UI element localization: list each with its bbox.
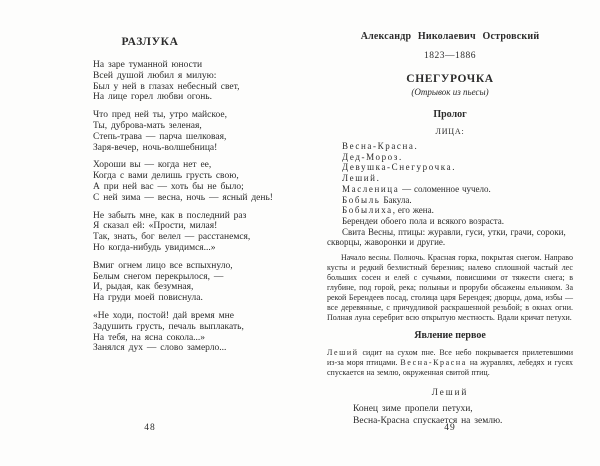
cast-name: Леший <box>342 173 377 184</box>
stanza <box>93 211 300 254</box>
author-name: Александр Николаевич Островский <box>360 31 540 42</box>
cast-item: Весна-Красна. <box>342 141 417 151</box>
verse-line: «Не ходи, постой! дай время мне <box>93 310 234 321</box>
verse-line: Хороши вы — когда нет ее, <box>93 160 212 171</box>
direction-text: на журавлях, лебедях и гусях спускается на землю, окруженная свитой птиц. <box>327 358 573 378</box>
cast-item: Берендеи обоего пола и всякого возраста. <box>342 215 504 226</box>
stanza <box>93 160 300 203</box>
cast-item: Девушка-Снегурочка. <box>342 162 455 173</box>
scene-direction <box>327 348 573 378</box>
scene-heading: Явление первое <box>414 330 486 342</box>
cast-name: Масленица <box>342 183 400 194</box>
verse-line: Так, знать, бог велел — расстанемся, <box>93 232 251 243</box>
stanza <box>93 311 300 354</box>
cast-item: Масленица — соломенное чучело. <box>342 183 491 194</box>
verse-line: Вмиг огнем лицо все вспыхнуло, <box>93 260 233 271</box>
cast-name: Бобыль <box>342 194 381 205</box>
verse-line: На груди моей повиснула. <box>93 293 203 304</box>
verse-line: На заре туманной юности <box>93 60 203 70</box>
stanza <box>93 261 300 304</box>
cast-item: Свита Весны, птицы: журавли, гуси, утки, грачи, сороки, скворцы, жаворонки и другие. <box>327 226 566 248</box>
spaced-name: Леший <box>327 348 359 358</box>
page-number-left: 48 <box>144 423 156 433</box>
poem-body <box>93 60 300 354</box>
verse-line: Задушить грусть, печаль выплакать, <box>93 321 244 332</box>
cast-name: Бобылиха <box>342 205 393 216</box>
cast-item: Бобыль Бакула. <box>342 194 412 205</box>
verse-line: Что пред ней ты, утро майское, <box>93 110 227 121</box>
stanza <box>93 60 300 103</box>
work-title: СНЕГУРОЧКА <box>406 73 494 85</box>
verse-line: Когда с вами делишь грусть свою, <box>93 171 239 182</box>
verse-line: Занялся дух — слово замерло... <box>93 343 227 354</box>
verse-line: Всей душой любил я милую: <box>93 70 217 81</box>
verse-line: Но когда-нибудь увидимся...» <box>93 242 216 253</box>
verse-line: А при ней вас — хоть бы не было; <box>93 181 244 192</box>
section-heading: Пролог <box>433 109 467 120</box>
page-right <box>300 0 600 466</box>
verse-line: На лице горел любви огонь. <box>93 92 213 103</box>
cast-name: Девушка-Снегурочка <box>342 162 453 173</box>
verse-line: Степь-трава — парча шелковая, <box>93 131 227 142</box>
poem-title: РАЗЛУКА <box>121 36 179 48</box>
verse-line: И, рыдая, как безумная, <box>93 282 194 293</box>
work-subtitle: (Отрывок из пьесы) <box>411 87 489 97</box>
page-number-right: 49 <box>444 423 456 433</box>
cast-name: Весна-Красна <box>342 141 415 151</box>
cast-heading: ЛИЦА: <box>435 127 465 136</box>
verse-line: Белым снегом перекрылося, — <box>93 271 224 282</box>
verse-line: С ней зима — весна, ночь — ясный день! <box>93 192 273 203</box>
cast-item: Дед-Мороз. <box>342 151 402 162</box>
verse-line: Был у ней в глазах небесный свет, <box>93 81 240 92</box>
verse-line: На тебя, на ясна сокола...» <box>93 332 206 343</box>
spaced-name: Весна-Красна <box>400 358 467 368</box>
stage-direction: Начало весны. Полночь. Красная горка, покрытая снегом. Направо кусты и редкий безлистный березник; налево сплошной частый лес больших сосен и елей с сучьями, повисшими от тяжести снега; в глубине, под горой, река; полыньи и проруби обсажены ельником. За рекой Берендеев посад, столица царя Берендея; дворцы, дома, избы — все деревянные, с причудливой раскрашенной резьбой; в окнах огни. Полная луна серебрит всю открытую местность. Вдали кричат петухи. <box>327 253 573 323</box>
stanza <box>93 110 300 153</box>
author-years: 1823—1886 <box>424 51 476 61</box>
verse-line: Заря-вечер, ночь-волшебница! <box>93 142 218 153</box>
cast-item: Леший. <box>342 173 379 184</box>
cast-name: Дед-Мороз <box>342 151 399 162</box>
verse-line: Конец зиме пропели петухи, <box>353 404 473 415</box>
verse-line: Ты, дуброва-мать зеленая, <box>93 120 202 131</box>
direction-text: сидит на сухом пне. Все небо покрывается прилетевшими из-за моря птицами. <box>327 348 573 368</box>
verse-line: Я сказал ей: «Прости, милая! <box>93 221 218 232</box>
verse-line: Весна-Красна спускается на землю. <box>353 415 503 426</box>
cast-list <box>327 141 573 248</box>
cast-item: Бобылиха, его жена. <box>342 205 434 216</box>
speaker-name: Леший <box>431 387 469 398</box>
verse-line: Не забыть мне, как в последний раз <box>93 210 247 221</box>
